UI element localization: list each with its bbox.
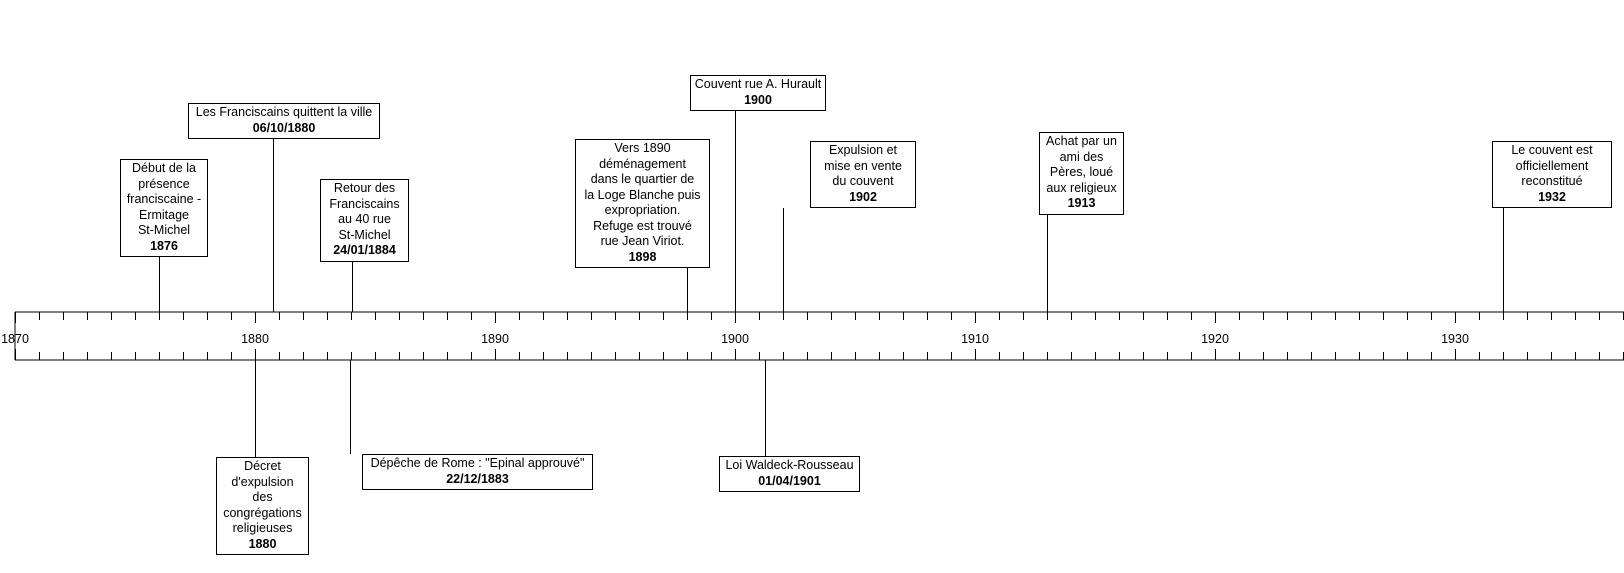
event-box-1913 [1039,132,1124,215]
event-date: 1913 [1067,196,1096,210]
event-text: Vers 1890 déménagement dans le quartier de la Loge Blanche puis expropriation. Refuge est trouvé rue Jean Viriot. [584,141,701,248]
event-date: 22/12/1883 [446,471,509,486]
tick-label: 1910 [961,332,989,346]
event-date: 1902 [849,189,877,204]
event-date: 1876 [150,238,178,253]
event-date: 1932 [1538,189,1566,204]
event-box-1876 [120,159,208,257]
event-text: Le couvent est officiellement reconstitué [1511,143,1593,188]
event-box-1883 [362,454,593,490]
event-box-1880-franciscains [188,103,380,139]
tick-label: 1920 [1201,332,1229,346]
tick-label: 1870 [1,332,29,346]
event-box-1900 [690,75,826,111]
event-text: Retour des Franciscains au 40 rue St-Michel [329,181,400,242]
event-text: Début de la présence franciscaine - Ermitage St-Michel [126,161,202,237]
event-text: Loi Waldeck-Rousseau [725,458,854,472]
event-text: Expulsion et mise en vente du couvent [824,143,902,188]
event-date: 06/10/1880 [252,120,316,135]
event-box-1932 [1492,141,1612,208]
event-text: Décret d'expulsion des congrégations religieuses [223,459,302,535]
event-date: 1898 [628,249,657,264]
event-box-1880-decret [216,457,309,555]
event-box-1901 [719,456,860,492]
tick-label: 1900 [721,332,749,346]
tick-label: 1890 [481,332,509,346]
event-date: 1880 [248,536,277,551]
event-box-1884-retour [320,179,409,262]
tick-label: 1930 [1441,332,1469,346]
event-box-1898 [575,139,710,268]
event-date: 24/01/1884 [333,243,396,257]
event-box-1902 [810,141,916,208]
event-text: Dépêche de Rome : "Epinal approuvé" [370,456,585,470]
tick-label: 1880 [241,332,269,346]
event-text: Couvent rue A. Hurault [694,77,822,91]
event-date: 1900 [744,92,772,107]
event-date: 01/04/1901 [758,473,821,488]
event-text: Achat par un ami des Pères, loué aux religieux [1046,134,1117,195]
event-text: Les Franciscains quittent la ville [195,105,373,119]
